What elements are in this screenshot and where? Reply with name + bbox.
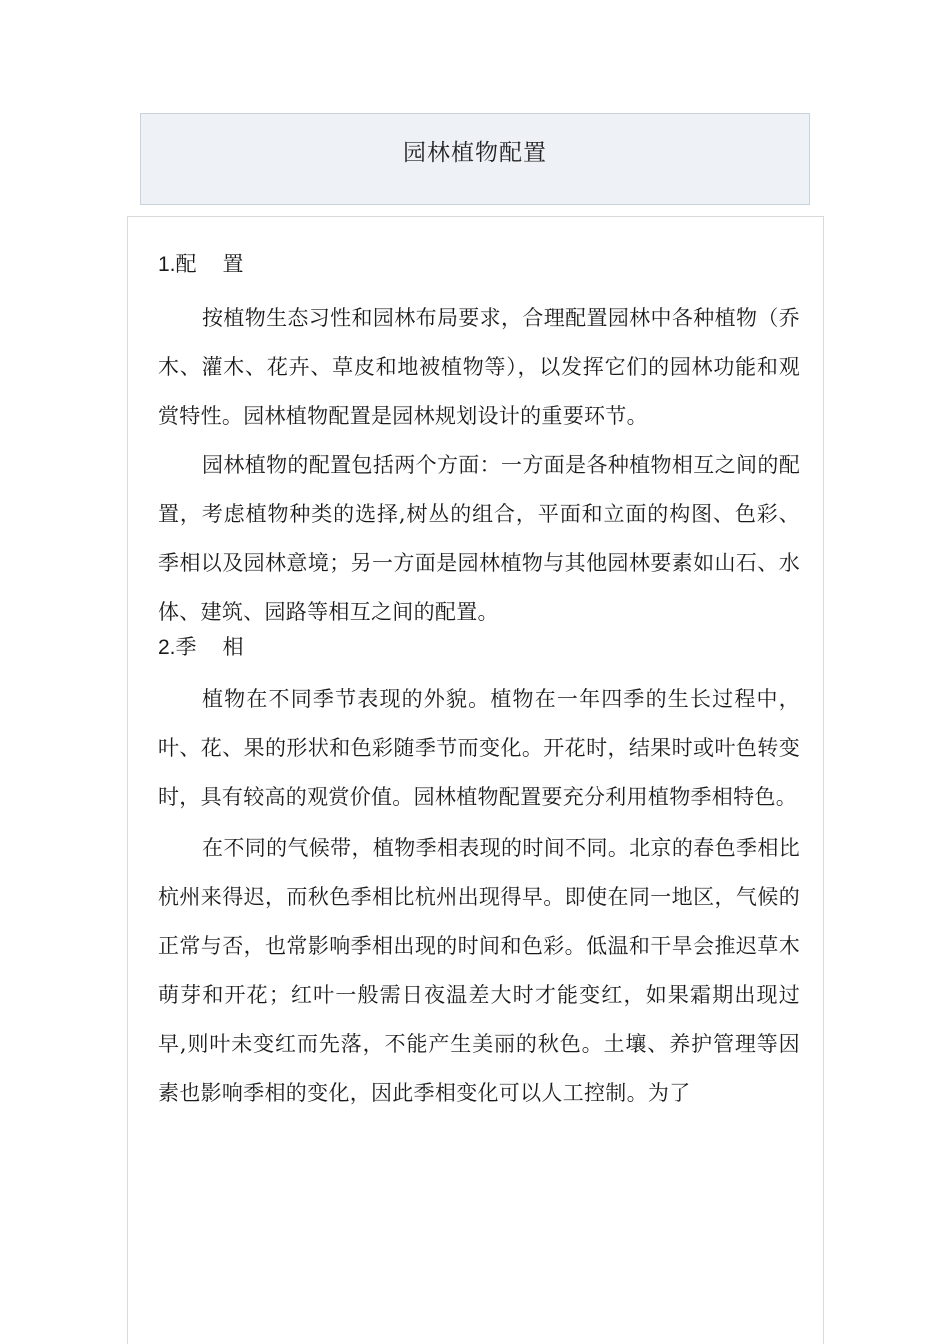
- section-heading-char: 配: [175, 252, 197, 276]
- section-heading-char: 相: [222, 635, 244, 659]
- page-title: 园林植物配置: [403, 140, 547, 166]
- document-body: [158, 248, 800, 1118]
- section-number: 2.: [158, 636, 176, 659]
- paragraph: 按植物生态习性和园林布局要求，合理配置园林中各种植物（乔木、灌木、花卉、草皮和地被植物等），以发挥它们的园林功能和观赏特性。园林植物配置是园林规划设计的重要环节。: [158, 306, 800, 428]
- section-number: 1.: [158, 253, 176, 276]
- paragraph: 在不同的气候带，植物季相表现的时间不同。北京的春色季相比杭州来得迟，而秋色季相比杭州出现得早。即使在同一地区，气候的正常与否，也常影响季相出现的时间和色彩。低温和干旱会推迟草木萌芽和开花；红叶一般需日夜温差大时才能变红，如果霜期出现过早,则叶未变红而先落，不能产生美丽的秋色。土壤、养护管理等因素也影响季相的变化，因此季相变化可以人工控制。为了: [158, 836, 800, 1105]
- paragraph: 园林植物的配置包括两个方面：一方面是各种植物相互之间的配置，考虑植物种类的选择,树丛的组合，平面和立面的构图、色彩、季相以及园林意境；另一方面是园林植物与其他园林要素如山石、水体、建筑、园路等相互之间的配置。: [158, 453, 800, 624]
- section-heading-char: 季: [175, 635, 197, 659]
- section-heading-1: [158, 248, 800, 280]
- paragraph: 植物在不同季节表现的外貌。植物在一年四季的生长过程中，叶、花、果的形状和色彩随季节而变化。开花时，结果时或叶色转变时，具有较高的观赏价值。园林植物配置要充分利用植物季相特色。: [158, 687, 800, 809]
- section-heading-char: 置: [222, 252, 244, 276]
- title-banner: [140, 113, 810, 205]
